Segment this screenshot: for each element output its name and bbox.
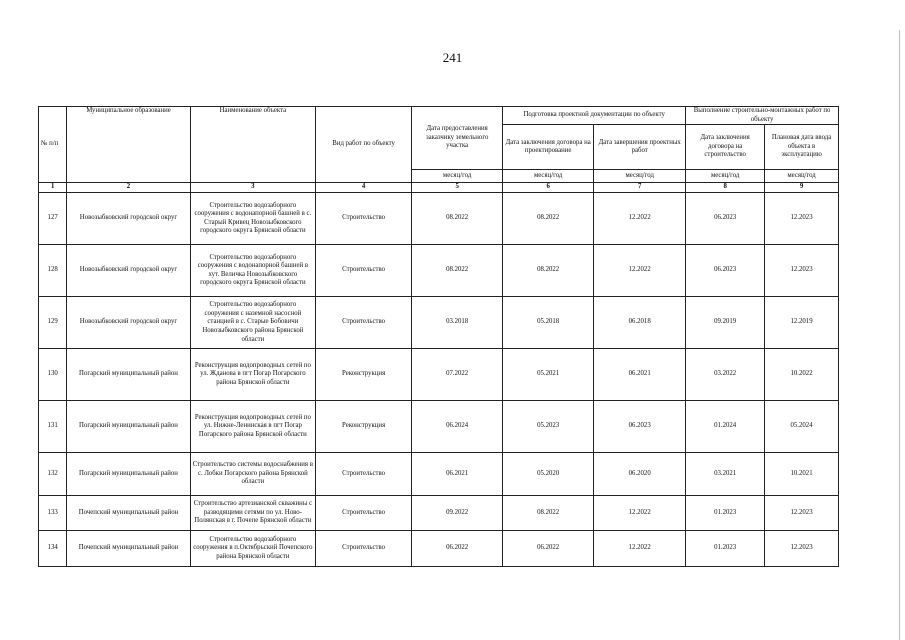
design-contract-cell: 05.2018 <box>503 297 594 349</box>
commissioning-cell: 12.2023 <box>765 193 839 245</box>
land-date-cell: 06.2021 <box>412 453 503 496</box>
land-date-cell: 08.2022 <box>412 245 503 297</box>
column-number: 1 <box>39 183 67 193</box>
work-type-cell: Строительство <box>316 193 412 245</box>
column-number: 8 <box>686 183 765 193</box>
page-number: 241 <box>442 50 463 65</box>
construction-contract-cell: 01.2024 <box>686 401 765 453</box>
table-header <box>39 107 839 193</box>
row-number: 134 <box>39 531 67 567</box>
header-work-type: Вид работ по объекту <box>316 107 412 183</box>
commissioning-cell: 12.2019 <box>765 297 839 349</box>
work-type-cell: Строительство <box>316 531 412 567</box>
work-type-cell: Строительство <box>316 245 412 297</box>
commissioning-cell: 10.2022 <box>765 349 839 401</box>
table-row <box>39 531 839 567</box>
header-land-date: Дата предоставления заказчику земельного участка <box>412 107 503 170</box>
table-row <box>39 245 839 297</box>
design-contract-cell: 08.2022 <box>503 496 594 531</box>
work-type-cell: Строительство <box>316 496 412 531</box>
construction-contract-cell: 03.2021 <box>686 453 765 496</box>
construction-contract-cell: 06.2023 <box>686 245 765 297</box>
table-row <box>39 401 839 453</box>
row-number: 132 <box>39 453 67 496</box>
scan-edge-line <box>899 30 900 640</box>
work-type-cell: Реконструкция <box>316 349 412 401</box>
land-date-cell: 06.2024 <box>412 401 503 453</box>
row-number: 133 <box>39 496 67 531</box>
unit-label: месяц/год <box>412 170 503 183</box>
column-number: 5 <box>412 183 503 193</box>
row-number: 127 <box>39 193 67 245</box>
column-number: 3 <box>190 183 315 193</box>
object-cell: Строительство водозаборного сооружения с водонапорной башней в с. Старый Кривец Новозыбковского городского округа Брянской области <box>190 193 315 245</box>
municipality-cell: Новозыбковский городской округ <box>67 297 190 349</box>
land-date-cell: 08.2022 <box>412 193 503 245</box>
header-commissioning: Плановая дата ввода объекта в эксплуатацию <box>765 125 839 170</box>
municipality-cell: Почепский муниципальный район <box>67 531 190 567</box>
row-number: 130 <box>39 349 67 401</box>
row-number: 128 <box>39 245 67 297</box>
object-cell: Строительство системы водоснабжения в с. Лобки Погарского района Брянской области <box>190 453 315 496</box>
land-date-cell: 07.2022 <box>412 349 503 401</box>
column-number: 6 <box>503 183 594 193</box>
header-design-contract: Дата заключения договора на проектирование <box>503 125 594 170</box>
table-row <box>39 453 839 496</box>
column-number: 2 <box>67 183 190 193</box>
table-row <box>39 297 839 349</box>
design-finish-cell: 12.2022 <box>594 496 686 531</box>
row-number: 131 <box>39 401 67 453</box>
municipality-cell: Погарский муниципальный район <box>67 349 190 401</box>
work-type-cell: Строительство <box>316 453 412 496</box>
object-cell: Строительство артезианской скважины с разводящими сетями по ул. Ново-Полянская в г. Почепе Брянской области <box>190 496 315 531</box>
row-number: 129 <box>39 297 67 349</box>
unit-label: месяц/год <box>503 170 594 183</box>
header-design-group: Подготовка проектной документации по объекту <box>503 107 686 125</box>
objects-register-table <box>38 106 839 567</box>
construction-contract-cell: 06.2023 <box>686 193 765 245</box>
object-cell: Реконструкция водопроводных сетей по ул. Нижне-Ленинская в пгт Погар Погарского района Брянской области <box>190 401 315 453</box>
design-contract-cell: 08.2022 <box>503 193 594 245</box>
unit-label: месяц/год <box>765 170 839 183</box>
table-body <box>39 193 839 567</box>
column-number: 4 <box>316 183 412 193</box>
land-date-cell: 06.2022 <box>412 531 503 567</box>
header-construction-contract: Дата заключения договора на строительство <box>686 125 765 170</box>
municipality-cell: Новозыбковский городской округ <box>67 245 190 297</box>
header-num: № п/п <box>39 107 67 183</box>
commissioning-cell: 12.2023 <box>765 496 839 531</box>
commissioning-cell: 12.2023 <box>765 245 839 297</box>
construction-contract-cell: 01.2023 <box>686 496 765 531</box>
header-design-finish: Дата завершения проектных работ <box>594 125 686 170</box>
design-contract-cell: 05.2020 <box>503 453 594 496</box>
column-number: 9 <box>765 183 839 193</box>
design-finish-cell: 06.2018 <box>594 297 686 349</box>
design-finish-cell: 06.2023 <box>594 401 686 453</box>
header-object: Наименование объекта <box>190 107 315 183</box>
unit-label: месяц/год <box>594 170 686 183</box>
design-finish-cell: 06.2021 <box>594 349 686 401</box>
unit-label: месяц/год <box>686 170 765 183</box>
design-contract-cell: 05.2021 <box>503 349 594 401</box>
object-cell: Строительство водозаборного сооружения с водонапорной башней в хут. Величка Новозыбковского городского округа Брянской области <box>190 245 315 297</box>
municipality-cell: Новозыбковский городской округ <box>67 193 190 245</box>
work-type-cell: Строительство <box>316 297 412 349</box>
design-finish-cell: 12.2022 <box>594 531 686 567</box>
municipality-cell: Погарский муниципальный район <box>67 401 190 453</box>
design-contract-cell: 08.2022 <box>503 245 594 297</box>
column-number: 7 <box>594 183 686 193</box>
land-date-cell: 09.2022 <box>412 496 503 531</box>
object-cell: Строительство водозаборного сооружения в п.Октябрьский Почепского района Брянской области <box>190 531 315 567</box>
table-row <box>39 496 839 531</box>
design-finish-cell: 12.2022 <box>594 193 686 245</box>
header-municipality: Муниципальное образование <box>67 107 190 183</box>
municipality-cell: Погарский муниципальный район <box>67 453 190 496</box>
design-finish-cell: 12.2022 <box>594 245 686 297</box>
construction-contract-cell: 09.2019 <box>686 297 765 349</box>
municipality-cell: Почепский муниципальный район <box>67 496 190 531</box>
header-construction-group: Выполнение строительно-монтажных работ по объекту <box>686 107 839 125</box>
land-date-cell: 03.2018 <box>412 297 503 349</box>
commissioning-cell: 05.2024 <box>765 401 839 453</box>
design-contract-cell: 06.2022 <box>503 531 594 567</box>
commissioning-cell: 10.2021 <box>765 453 839 496</box>
commissioning-cell: 12.2023 <box>765 531 839 567</box>
construction-contract-cell: 01.2023 <box>686 531 765 567</box>
design-finish-cell: 06.2020 <box>594 453 686 496</box>
object-cell: Реконструкция водопроводных сетей по ул. Жданова в пгт Погар Погарского района Брянской области <box>190 349 315 401</box>
design-contract-cell: 05.2023 <box>503 401 594 453</box>
construction-contract-cell: 03.2022 <box>686 349 765 401</box>
object-cell: Строительство водозаборного сооружения с наземной насосной станцией в с. Старые Бобовичи Новозыбковского района Брянской области <box>190 297 315 349</box>
table-row <box>39 193 839 245</box>
table-row <box>39 349 839 401</box>
work-type-cell: Реконструкция <box>316 401 412 453</box>
